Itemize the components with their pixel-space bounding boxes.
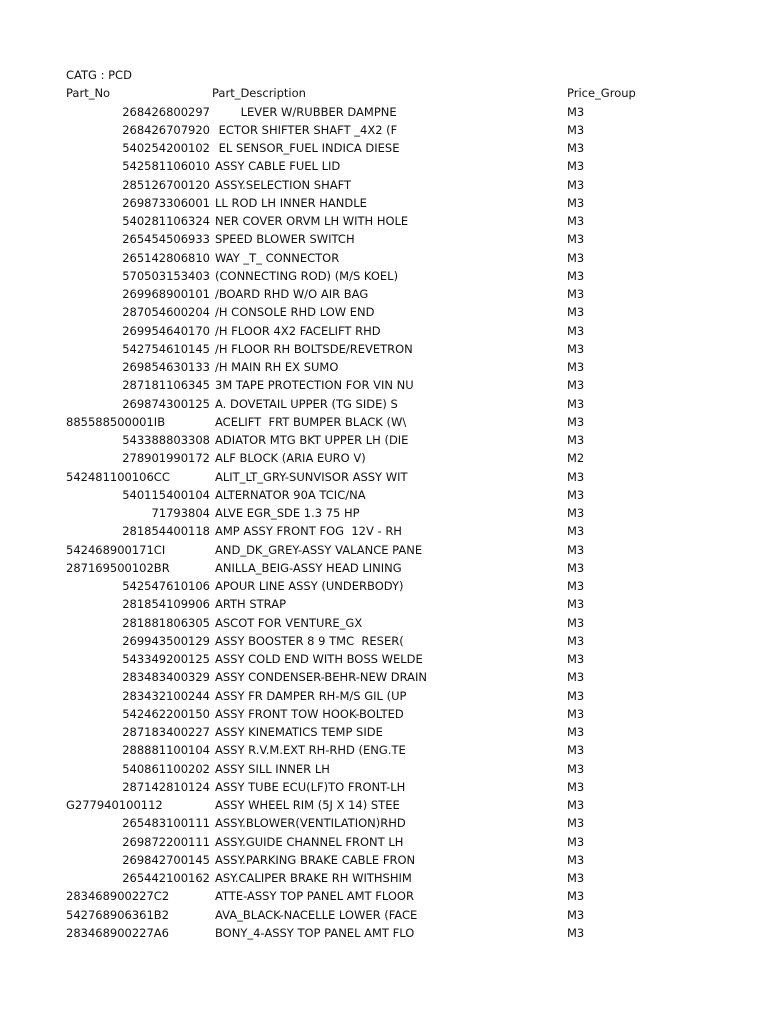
part-number: 269954640170: [122, 323, 210, 338]
parts-sheet: [0, 66, 768, 942]
part-description: AMP ASSY FRONT FOG 12V - RH: [215, 524, 402, 539]
price-group: M3: [567, 889, 585, 904]
part-number: 543349200125: [122, 652, 210, 666]
part-number: 285126700120: [122, 177, 210, 192]
table-row: [0, 230, 768, 248]
part-description: ALF BLOCK (ARIA EURO V): [215, 451, 366, 466]
part-number: 269968900101: [122, 287, 210, 301]
part-number: 885588500001IB: [66, 414, 166, 429]
part-description: ASSY CONDENSER-BEHR-NEW DRAIN: [215, 670, 427, 685]
part-description: ACELIFT FRT BUMPER BLACK (W\: [215, 414, 407, 429]
part-description: ASSY R.V.M.EXT RH-RHD (ENG.TE: [215, 743, 406, 758]
part-description: ASSY FRONT TOW HOOK-BOLTED: [215, 706, 404, 721]
header-part-no: Part_No: [66, 86, 111, 101]
table-row: [0, 924, 768, 942]
table-row: [0, 796, 768, 814]
table-row: [0, 194, 768, 212]
part-description: ARTH STRAP: [215, 597, 286, 612]
table-row: [0, 376, 768, 394]
part-description: ATTE-ASSY TOP PANEL AMT FLOOR: [215, 889, 414, 904]
part-number: 542754610145: [122, 341, 210, 356]
table-row: [0, 869, 768, 887]
price-group: M3: [567, 414, 585, 429]
part-description: AND_DK_GREY-ASSY VALANCE PANE: [215, 542, 423, 557]
part-description: ASSY CABLE FUEL LID: [215, 159, 341, 174]
part-number: 269842700145: [122, 852, 210, 867]
header-price-group: Price_Group: [567, 86, 636, 101]
part-description: NER COVER ORVM LH WITH HOLE: [215, 214, 409, 228]
part-description: AVA_BLACK-NACELLE LOWER (FACE: [215, 907, 418, 922]
price-group: M3: [567, 305, 585, 320]
price-group: M3: [567, 706, 585, 721]
part-number: 283483400329: [122, 670, 210, 685]
price-group: M3: [567, 652, 585, 666]
part-description: ASSY TUBE ECU(LF)TO FRONT-LH: [215, 779, 406, 794]
table-row: [0, 668, 768, 686]
table-row: [0, 614, 768, 632]
part-number: 283468900227A6: [66, 925, 169, 940]
part-description: 3M TAPE PROTECTION FOR VIN NU: [215, 378, 414, 393]
price-group: M3: [567, 287, 585, 301]
part-number: 281854109906: [122, 597, 210, 612]
part-number: 540254200102: [122, 141, 210, 155]
table-row: [0, 760, 768, 778]
table-row: [0, 705, 768, 723]
parts-list: [0, 103, 768, 943]
part-number: 540281106324: [122, 214, 210, 228]
part-description: ASSY.SELECTION SHAFT: [215, 177, 352, 192]
part-number: 278901990172: [122, 451, 210, 466]
part-description: /H CONSOLE RHD LOW END: [215, 305, 375, 320]
table-row: [0, 139, 768, 157]
price-group: M3: [567, 323, 585, 338]
table-row: [0, 559, 768, 577]
price-group: M3: [567, 688, 585, 703]
price-group: M3: [567, 378, 585, 393]
price-group: M3: [567, 725, 585, 739]
part-description: ASSY FR DAMPER RH-M/S GIL (UP: [215, 688, 407, 703]
price-group: M3: [567, 341, 585, 356]
part-description: /H FLOOR 4X2 FACELIFT RHD: [215, 323, 381, 338]
price-group: M3: [567, 396, 585, 411]
part-number: 268426707920: [122, 122, 210, 137]
table-row: [0, 176, 768, 194]
part-number: 283468900227C2: [66, 889, 170, 904]
part-description: /H FLOOR RH BOLTSDE/REVETRON: [215, 341, 413, 356]
part-number: 71793804: [151, 506, 210, 520]
part-number: 287054600204: [122, 305, 210, 320]
table-row: [0, 504, 768, 522]
price-group: M3: [567, 798, 585, 812]
part-description: ASSY BOOSTER 8 9 TMC RESER(: [215, 633, 404, 648]
part-number: 269873306001: [122, 195, 210, 210]
table-row: [0, 468, 768, 486]
part-description: /BOARD RHD W/O AIR BAG: [215, 287, 369, 301]
table-row: [0, 577, 768, 595]
part-number: 281854400118: [122, 524, 210, 539]
part-description: ASY.CALIPER BRAKE RH WITHSHIM: [215, 871, 412, 885]
part-number: 269854630133: [122, 360, 210, 374]
part-description: ASSY SILL INNER LH: [215, 761, 330, 776]
part-description: ASSY KINEMATICS TEMP SIDE: [215, 725, 383, 739]
part-description: ANILLA_BEIG-ASSY HEAD LINING: [215, 560, 402, 575]
part-number: 269943500129: [122, 633, 210, 648]
part-number: 269874300125: [122, 396, 210, 411]
price-group: M3: [567, 670, 585, 685]
table-row: [0, 212, 768, 230]
price-group: M3: [567, 141, 585, 155]
part-description: ASSY.BLOWER(VENTILATION)RHD: [215, 816, 406, 831]
part-number: 265442100162: [122, 871, 210, 885]
part-number: 542468900171CI: [66, 542, 166, 557]
price-group: M3: [567, 469, 585, 484]
table-row: [0, 285, 768, 303]
part-number: 542768906361B2: [66, 907, 170, 922]
part-description: BONY_4-ASSY TOP PANEL AMT FLO: [215, 925, 415, 940]
part-number: 265142806810: [122, 250, 210, 265]
part-description: (CONNECTING ROD) (M/S KOEL): [215, 268, 399, 283]
price-group: M3: [567, 907, 585, 922]
part-number: G277940100112: [66, 798, 163, 812]
part-description: SPEED BLOWER SWITCH: [215, 232, 355, 247]
price-group: M3: [567, 925, 585, 940]
part-number: 542481100106CC: [66, 469, 170, 484]
table-row: [0, 723, 768, 741]
table-row: [0, 157, 768, 175]
price-group: M3: [567, 743, 585, 758]
price-group: M3: [567, 816, 585, 831]
table-row: [0, 687, 768, 705]
part-description: ALTERNATOR 90A TCIC/NA: [215, 487, 366, 502]
part-number: 265483100111: [122, 816, 210, 831]
price-group: M3: [567, 159, 585, 174]
table-row: [0, 340, 768, 358]
price-group: M3: [567, 524, 585, 539]
part-number: 540861100202: [122, 761, 210, 776]
table-row: [0, 449, 768, 467]
part-number: 287181106345: [122, 378, 210, 393]
price-group: M3: [567, 506, 585, 520]
table-row: [0, 267, 768, 285]
price-group: M3: [567, 433, 585, 447]
part-number: 287142810124: [122, 779, 210, 794]
price-group: M3: [567, 104, 585, 119]
price-group: M3: [567, 852, 585, 867]
table-row: [0, 632, 768, 650]
part-number: 543388803308: [122, 433, 210, 447]
part-number: 287169500102BR: [66, 560, 170, 575]
price-group: M3: [567, 177, 585, 192]
price-group: M3: [567, 487, 585, 502]
table-row: [0, 103, 768, 121]
price-group: M3: [567, 579, 585, 593]
header-part-description: Part_Description: [212, 86, 306, 101]
part-number: 570503153403: [122, 268, 210, 283]
part-number: 268426800297: [122, 104, 210, 119]
price-group: M3: [567, 360, 585, 374]
part-number: 542581106010: [122, 159, 210, 174]
part-description: ASSY COLD END WITH BOSS WELDE: [215, 652, 423, 666]
price-group: M3: [567, 560, 585, 575]
part-number: 288881100104: [122, 743, 210, 758]
part-number: 540115400104: [122, 487, 210, 502]
price-group: M2: [567, 451, 585, 466]
table-row: [0, 249, 768, 267]
part-description: LL ROD LH INNER HANDLE: [215, 195, 367, 210]
price-group: M3: [567, 597, 585, 612]
table-row: [0, 121, 768, 139]
part-number: 542462200150: [122, 706, 210, 721]
category-label: CATG : PCD: [66, 68, 132, 82]
table-row: [0, 413, 768, 431]
table-row: [0, 322, 768, 340]
table-row: [0, 395, 768, 413]
part-description: ECTOR SHIFTER SHAFT _4X2 (F: [215, 122, 398, 137]
part-description: APOUR LINE ASSY (UNDERBODY): [215, 579, 404, 593]
table-row: [0, 833, 768, 851]
table-row: [0, 778, 768, 796]
part-description: ALVE EGR_SDE 1.3 75 HP: [215, 506, 360, 520]
table-row: [0, 541, 768, 559]
price-group: M3: [567, 779, 585, 794]
price-group: M3: [567, 250, 585, 265]
price-group: M3: [567, 122, 585, 137]
table-row: [0, 522, 768, 540]
part-number: 283432100244: [122, 688, 210, 703]
part-description: ALIT_LT_GRY-SUNVISOR ASSY WIT: [215, 469, 408, 484]
part-number: 542547610106: [122, 579, 210, 593]
table-row: [0, 741, 768, 759]
price-group: M3: [567, 195, 585, 210]
table-row: [0, 814, 768, 832]
table-row: [0, 650, 768, 668]
part-description: A. DOVETAIL UPPER (TG SIDE) S: [215, 396, 398, 411]
header-row: [0, 84, 768, 102]
price-group: M3: [567, 615, 585, 630]
part-number: 269872200111: [122, 834, 210, 849]
part-description: ASSY.PARKING BRAKE CABLE FRON: [215, 852, 416, 867]
part-description: ASCOT FOR VENTURE_GX: [215, 615, 363, 630]
part-description: ADIATOR MTG BKT UPPER LH (DIE: [215, 433, 409, 447]
part-description: ASSY.GUIDE CHANNEL FRONT LH: [215, 834, 404, 849]
price-group: M3: [567, 232, 585, 247]
category-row: [0, 66, 768, 84]
price-group: M3: [567, 834, 585, 849]
table-row: [0, 887, 768, 905]
part-description: ASSY WHEEL RIM (5J X 14) STEE: [215, 798, 400, 812]
table-row: [0, 906, 768, 924]
table-row: [0, 851, 768, 869]
price-group: M3: [567, 871, 585, 885]
part-description: LEVER W/RUBBER DAMPNE: [215, 104, 397, 119]
price-group: M3: [567, 761, 585, 776]
part-description: WAY _T_ CONNECTOR: [215, 250, 340, 265]
price-group: M3: [567, 214, 585, 228]
price-group: M3: [567, 633, 585, 648]
part-number: 281881806305: [122, 615, 210, 630]
table-row: [0, 431, 768, 449]
price-group: M3: [567, 542, 585, 557]
table-row: [0, 486, 768, 504]
part-description: /H MAIN RH EX SUMO: [215, 360, 339, 374]
part-number: 287183400227: [122, 725, 210, 739]
part-number: 265454506933: [122, 232, 210, 247]
table-row: [0, 303, 768, 321]
part-description: EL SENSOR_FUEL INDICA DIESE: [215, 141, 400, 155]
table-row: [0, 358, 768, 376]
table-row: [0, 595, 768, 613]
price-group: M3: [567, 268, 585, 283]
